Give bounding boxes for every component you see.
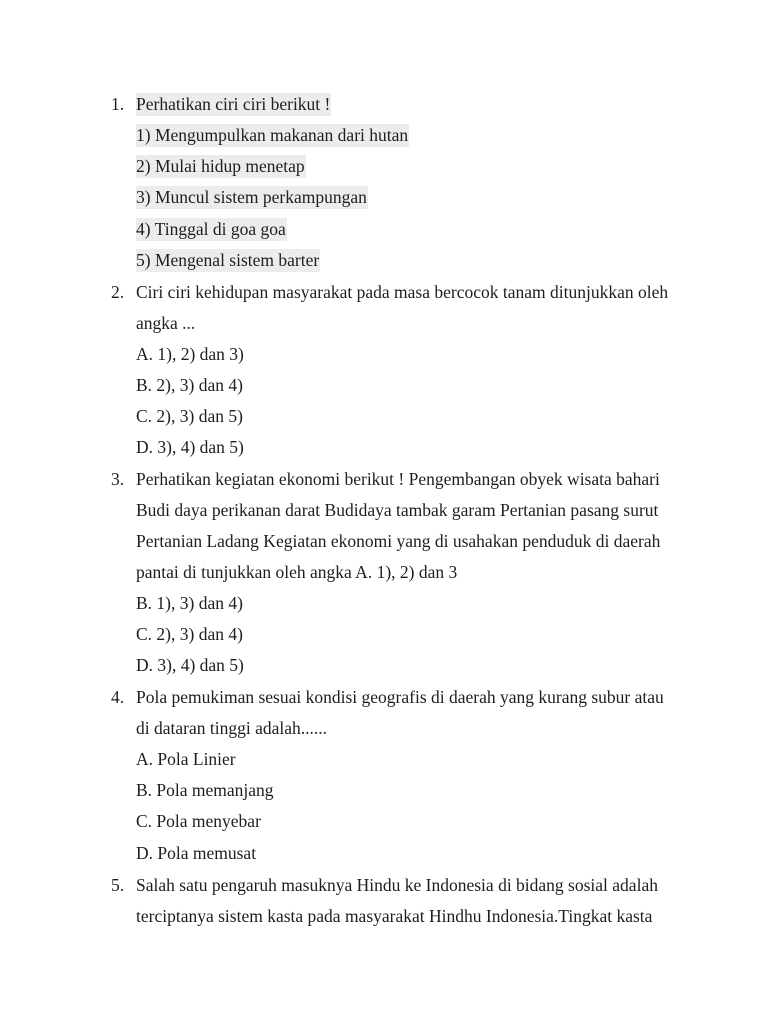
question-1-item-1: 1) Mengumpulkan makanan dari hutan [136, 125, 409, 145]
question-1-item [136, 124, 409, 146]
question-1-item [136, 218, 287, 240]
question-2-line-1: Ciri ciri kehidupan masyarakat pada masa bercocok tanam ditunjukkan oleh [136, 282, 669, 302]
question-2-option-a: A. 1), 2) dan 3) [136, 344, 244, 364]
question-3-number: 3. [111, 469, 125, 489]
question-4-option-c: C. Pola menyebar [136, 811, 261, 831]
question-4-number: 4. [111, 687, 125, 707]
question-5-line-2: terciptanya sistem kasta pada masyarakat Hindhu Indonesia.Tingkat kasta [136, 906, 653, 926]
question-3-option-b: B. 1), 3) dan 4) [136, 593, 243, 613]
question-3-option-d: D. 3), 4) dan 5) [136, 655, 244, 675]
question-1-item [136, 249, 320, 271]
question-5-line-1: Salah satu pengaruh masuknya Hindu ke Indonesia di bidang sosial adalah [136, 875, 658, 895]
question-3-line-3: Pertanian Ladang Kegiatan ekonomi yang di usahakan penduduk di daerah [136, 531, 661, 551]
question-4-option-b: B. Pola memanjang [136, 780, 274, 800]
question-1-text [136, 93, 331, 115]
question-2-option-c: C. 2), 3) dan 5) [136, 406, 243, 426]
question-1-item [136, 155, 306, 177]
question-1-item-5: 5) Mengenal sistem barter [136, 250, 320, 270]
question-1-line-1: Perhatikan ciri ciri berikut ! [136, 94, 331, 114]
question-1-item-4: 4) Tinggal di goa goa [136, 219, 286, 239]
question-3-line-4: pantai di tunjukkan oleh angka A. 1), 2) dan 3 [136, 562, 458, 582]
question-1-item-2: 2) Mulai hidup menetap [136, 156, 305, 176]
question-2-option-b: B. 2), 3) dan 4) [136, 375, 243, 395]
question-4-option-d: D. Pola memusat [136, 843, 257, 863]
question-3-option-c: C. 2), 3) dan 4) [136, 624, 243, 644]
question-4-line-1: Pola pemukiman sesuai kondisi geografis di daerah yang kurang subur atau [136, 687, 664, 707]
question-3-line-2: Budi daya perikanan darat Budidaya tambak garam Pertanian pasang surut [136, 500, 659, 520]
question-2-option-d: D. 3), 4) dan 5) [136, 437, 244, 457]
question-2-line-2: angka ... [136, 313, 196, 333]
question-4-line-2: di dataran tinggi adalah...... [136, 718, 327, 738]
question-2-number: 2. [111, 282, 125, 302]
question-5-number: 5. [111, 875, 125, 895]
question-4-option-a: A. Pola Linier [136, 749, 236, 769]
question-1-item-3: 3) Muncul sistem perkampungan [136, 187, 367, 207]
question-1-number: 1. [111, 94, 125, 114]
question-3-line-1: Perhatikan kegiatan ekonomi berikut ! Pengembangan obyek wisata bahari [136, 469, 660, 489]
question-1-item [136, 186, 368, 208]
